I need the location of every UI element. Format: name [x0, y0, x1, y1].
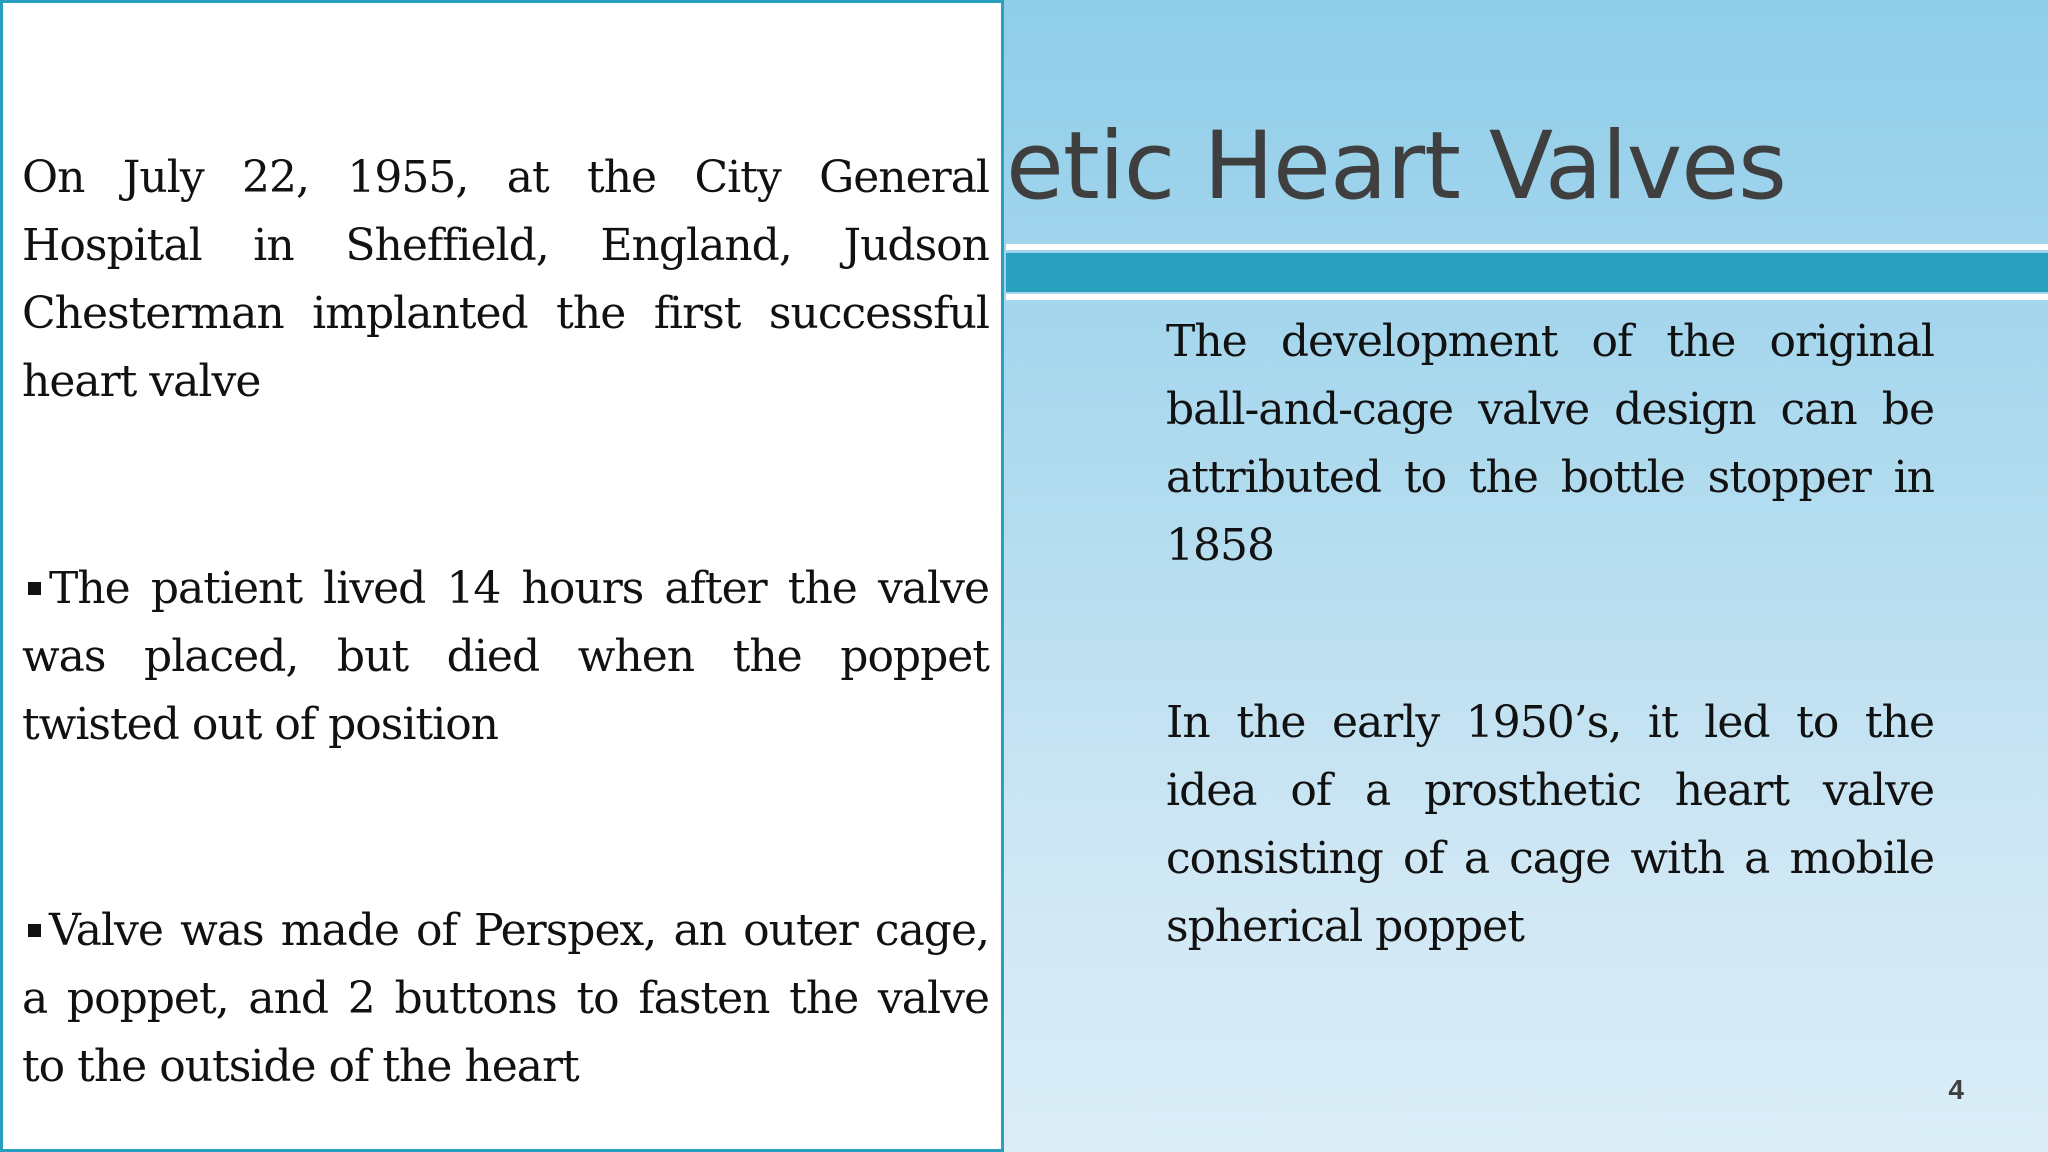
right-paragraph-2: In the early 1950’s, it led to the idea of a prosthetic heart valve consisting of a cage with a mobile spherical poppet — [1166, 697, 1934, 952]
bullet-text-1: The patient lived 14 hours after the valve was placed, but died when the poppet twisted out of position — [22, 563, 989, 750]
slide-title: etic Heart Valves — [1006, 112, 1787, 221]
bullet-item-1 — [22, 555, 989, 759]
square-bullet-icon — [28, 582, 41, 595]
square-bullet-icon — [28, 924, 41, 937]
bullet-text-2: Valve was made of Perspex, an outer cage, a poppet, and 2 buttons to fasten the valve to the outside of the heart — [22, 905, 989, 1092]
left-text-panel — [0, 0, 1004, 1152]
title-divider-bottom — [1006, 294, 2048, 300]
bullet-item-2 — [22, 897, 989, 1101]
title-divider-band — [1006, 253, 2048, 292]
page-number: 4 — [1948, 1074, 1964, 1105]
intro-paragraph: On July 22, 1955, at the City General Hospital in Sheffield, England, Judson Chesterman implanted the first successful heart valve — [22, 152, 989, 407]
title-divider-top — [1006, 244, 2048, 250]
right-paragraph-1: The development of the original ball-and-cage valve design can be attributed to the bottle stopper in 1858 — [1166, 316, 1934, 571]
